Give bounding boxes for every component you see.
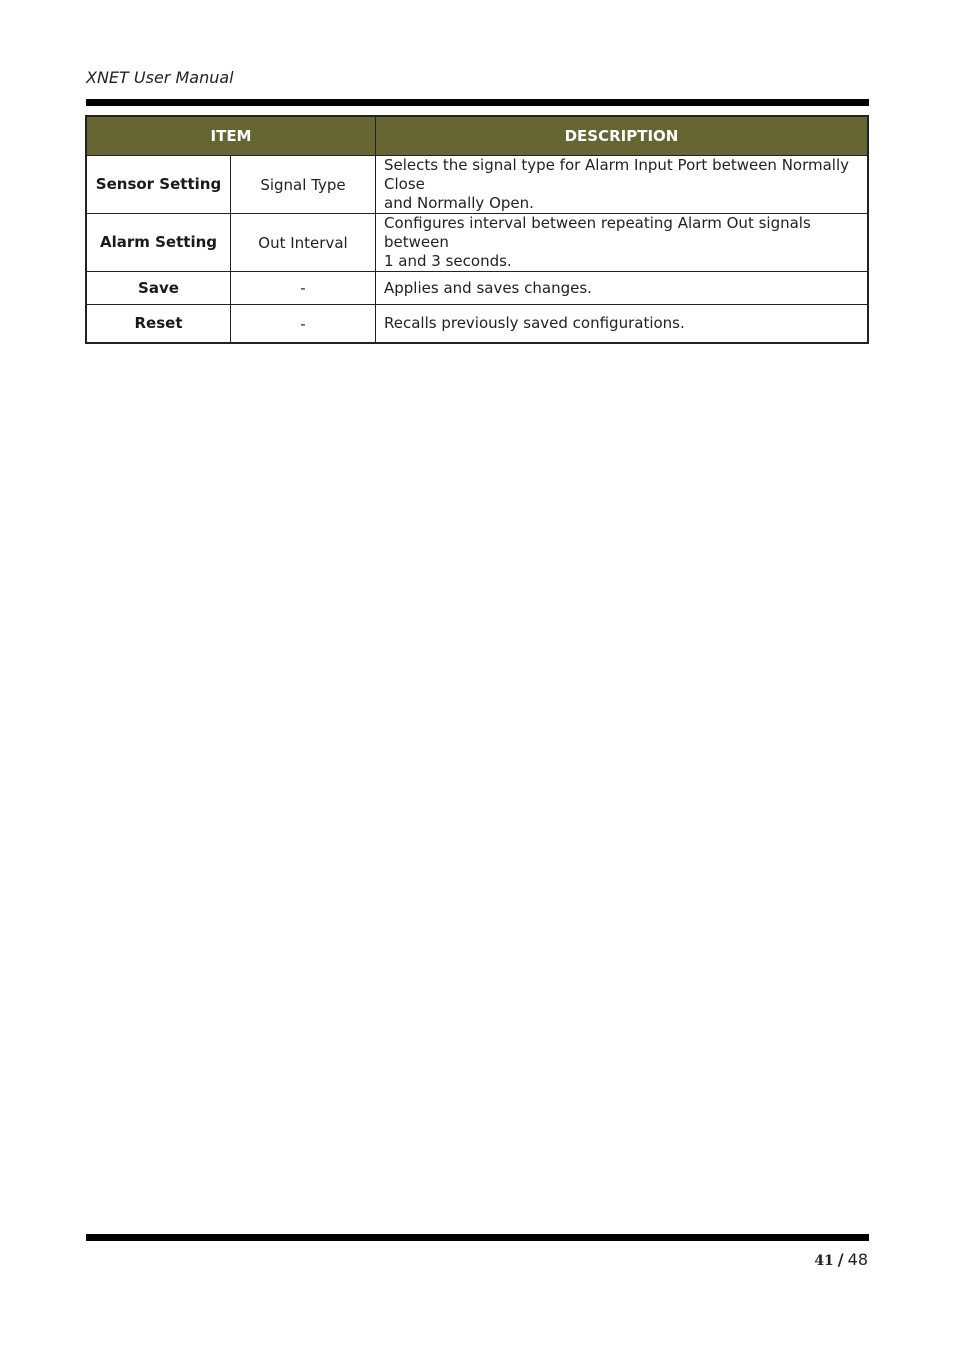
page-separator: /: [837, 1250, 844, 1269]
item-description: Applies and saves changes.: [376, 272, 869, 305]
document-header-title: XNET User Manual: [86, 68, 234, 87]
item-subname: -: [231, 305, 376, 344]
footer-rule: [86, 1234, 869, 1241]
item-column-header: ITEM: [86, 116, 376, 156]
table-row: [86, 214, 868, 272]
description-line: 1 and 3 seconds.: [384, 252, 512, 270]
page-number: [814, 1250, 868, 1269]
page-current: 41: [814, 1253, 834, 1269]
table-row: [86, 272, 868, 305]
description-column-header: DESCRIPTION: [376, 116, 869, 156]
table-row: [86, 305, 868, 344]
description-line: and Normally Open.: [384, 194, 534, 212]
page-total: 48: [847, 1250, 868, 1269]
description-line: Configures interval between repeating Alarm Out signals between: [384, 214, 811, 251]
item-description: [376, 156, 869, 214]
item-name: Sensor Setting: [86, 156, 231, 214]
description-line: Selects the signal type for Alarm Input Port between Normally Close: [384, 156, 850, 193]
item-subname: Out Interval: [231, 214, 376, 272]
settings-table: [85, 115, 869, 344]
table-header-row: [86, 116, 868, 156]
item-description: Recalls previously saved configurations.: [376, 305, 869, 344]
header-rule: [86, 99, 869, 106]
table-row: [86, 156, 868, 214]
item-subname: -: [231, 272, 376, 305]
item-name: Alarm Setting: [86, 214, 231, 272]
item-name: Save: [86, 272, 231, 305]
item-subname: Signal Type: [231, 156, 376, 214]
item-name: Reset: [86, 305, 231, 344]
item-description: [376, 214, 869, 272]
